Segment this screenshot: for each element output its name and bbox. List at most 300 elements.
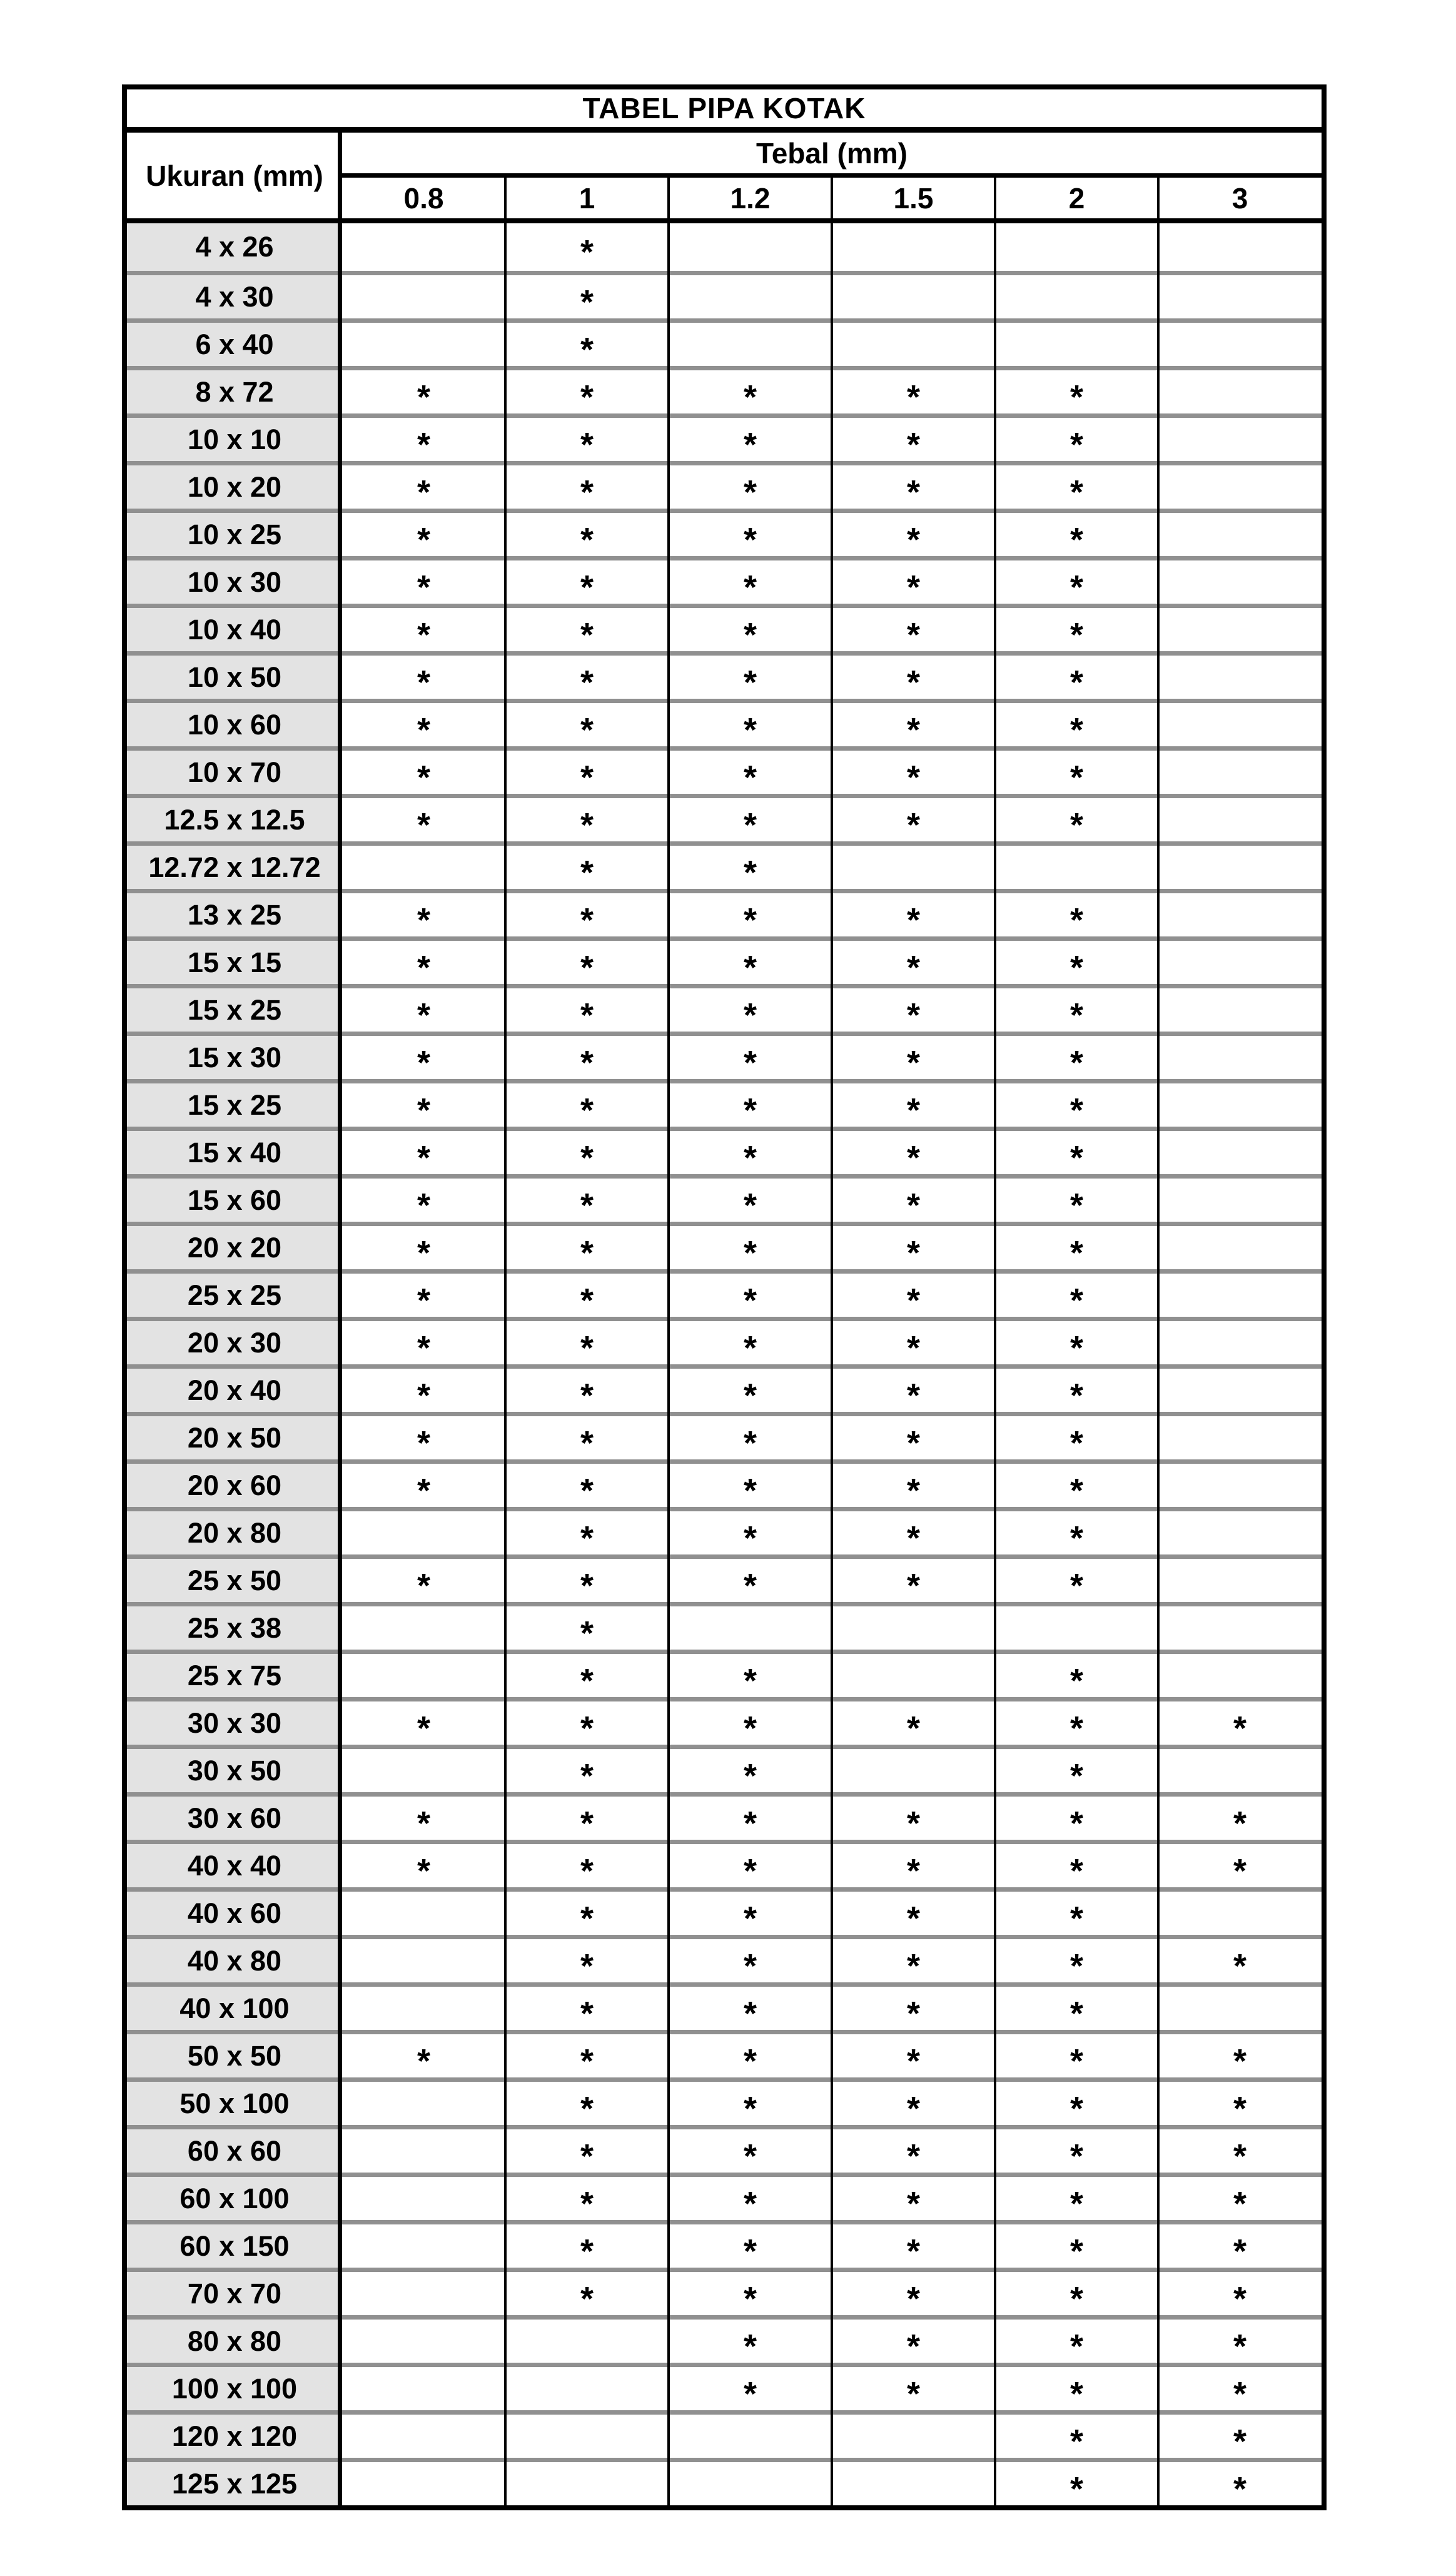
thickness-mark-cell xyxy=(505,418,669,464)
table-row xyxy=(127,1840,1322,1890)
table-row xyxy=(127,1269,1322,1317)
size-label-cell: 15 x 40 xyxy=(127,1131,342,1174)
size-label-cell: 40 x 100 xyxy=(127,1987,342,2030)
thickness-mark-cell xyxy=(832,751,995,794)
thickness-mark-cell xyxy=(669,2082,832,2125)
asterisk-mark: * xyxy=(906,1138,920,1177)
asterisk-mark: * xyxy=(1069,1661,1083,1700)
asterisk-mark: * xyxy=(417,1471,430,1509)
thickness-mark-cell xyxy=(832,2129,995,2173)
asterisk-mark: * xyxy=(743,853,757,891)
thickness-mark-cell xyxy=(505,2415,669,2458)
thickness-mark-cell xyxy=(342,2177,505,2220)
thickness-mark-cell xyxy=(505,1987,669,2030)
thickness-mark-cell xyxy=(832,1844,995,1890)
asterisk-mark: * xyxy=(417,1424,430,1462)
asterisk-mark: * xyxy=(743,1947,757,1985)
size-label-cell: 20 x 50 xyxy=(127,1416,342,1459)
thickness-mark-cell xyxy=(505,323,669,366)
asterisk-mark: * xyxy=(580,1138,594,1177)
thickness-mark-cell xyxy=(995,2082,1158,2125)
thickness-mark-cell xyxy=(1158,608,1322,651)
thickness-mark-cell xyxy=(832,2367,995,2413)
thickness-mark-cell xyxy=(505,893,669,939)
thickness-mark-cell xyxy=(1158,893,1322,936)
table-row xyxy=(127,604,1322,654)
thickness-mark-cell xyxy=(669,1131,832,1177)
table-row xyxy=(127,2458,1322,2508)
thickness-mark-cell xyxy=(1158,1701,1322,1745)
thickness-mark-cell xyxy=(342,1701,505,1745)
thickness-mark-cell xyxy=(669,223,832,271)
asterisk-mark: * xyxy=(1233,2422,1246,2460)
asterisk-mark: * xyxy=(906,1709,920,1747)
size-label-cell: 12.72 x 12.72 xyxy=(127,846,342,889)
asterisk-mark: * xyxy=(906,1566,920,1605)
asterisk-mark: * xyxy=(906,1804,920,1842)
table-row xyxy=(127,1459,1322,1507)
table-row xyxy=(127,1222,1322,1272)
thickness-mark-cell xyxy=(342,1797,505,1840)
table-row xyxy=(127,413,1322,464)
table-row xyxy=(127,1364,1322,1412)
asterisk-mark: * xyxy=(906,1471,920,1509)
thickness-mark-cell xyxy=(342,1844,505,1890)
asterisk-mark: * xyxy=(1233,2042,1246,2080)
asterisk-mark: * xyxy=(743,1376,757,1414)
table-row xyxy=(127,1127,1322,1177)
asterisk-mark: * xyxy=(1069,1043,1083,1082)
thickness-mark-cell xyxy=(1158,703,1322,746)
asterisk-mark: * xyxy=(906,758,920,796)
thickness-mark-cell xyxy=(995,1654,1158,1700)
asterisk-mark: * xyxy=(580,568,594,606)
thickness-mark-cell xyxy=(342,418,505,464)
asterisk-mark: * xyxy=(1233,1852,1246,1890)
thickness-mark-cell xyxy=(505,513,669,559)
size-label-cell: 40 x 60 xyxy=(127,1892,342,1935)
thickness-mark-cell xyxy=(669,2224,832,2268)
thickness-mark-cell xyxy=(669,1559,832,1605)
thickness-mark-cell xyxy=(995,1892,1158,1935)
thickness-mark-cell xyxy=(832,1274,995,1317)
thickness-column-header: 1.5 xyxy=(893,181,934,215)
asterisk-mark: * xyxy=(743,711,757,749)
asterisk-mark: * xyxy=(580,1376,594,1414)
thickness-mark-cell xyxy=(832,893,995,939)
asterisk-mark: * xyxy=(580,233,594,271)
thickness-mark-cell xyxy=(342,1559,505,1605)
asterisk-mark: * xyxy=(1069,1329,1083,1367)
asterisk-mark: * xyxy=(1069,1709,1083,1747)
thickness-mark-cell xyxy=(669,798,832,844)
thickness-mark-cell xyxy=(1158,418,1322,461)
thickness-mark-cell xyxy=(832,608,995,654)
thickness-mark-cell xyxy=(1158,370,1322,413)
thickness-mark-cell xyxy=(669,2272,832,2318)
asterisk-mark: * xyxy=(417,1281,430,1319)
asterisk-mark: * xyxy=(580,520,594,559)
size-column-header: Ukuran (mm) xyxy=(146,159,323,192)
thickness-mark-cell xyxy=(669,1749,832,1795)
thickness-mark-cell xyxy=(832,1749,995,1792)
asterisk-mark: * xyxy=(1069,2137,1083,2175)
asterisk-mark: * xyxy=(1069,711,1083,749)
thickness-mark-cell xyxy=(995,608,1158,654)
asterisk-mark: * xyxy=(1069,1947,1083,1985)
thickness-mark-cell xyxy=(669,1083,832,1127)
asterisk-mark: * xyxy=(1233,1709,1246,1747)
asterisk-mark: * xyxy=(906,1186,920,1224)
thickness-mark-cell xyxy=(832,656,995,699)
asterisk-mark: * xyxy=(580,283,594,321)
thickness-mark-cell xyxy=(505,608,669,654)
thickness-mark-cell xyxy=(1158,1321,1322,1364)
thickness-mark-cell xyxy=(505,2082,669,2125)
size-label-cell: 15 x 15 xyxy=(127,941,342,984)
thickness-mark-cell xyxy=(505,2272,669,2318)
thickness-mark-cell xyxy=(669,465,832,509)
size-label-cell: 10 x 10 xyxy=(127,418,342,461)
asterisk-mark: * xyxy=(906,1234,920,1272)
thickness-mark-cell xyxy=(995,1701,1158,1745)
asterisk-mark: * xyxy=(906,1947,920,1985)
thickness-mark-cell xyxy=(505,2320,669,2363)
thickness-mark-cell xyxy=(342,1892,505,1935)
asterisk-mark: * xyxy=(580,1091,594,1129)
asterisk-mark: * xyxy=(743,1757,757,1795)
size-label-cell: 50 x 50 xyxy=(127,2034,342,2077)
thickness-mark-cell xyxy=(342,1226,505,1272)
asterisk-mark: * xyxy=(743,1043,757,1082)
asterisk-mark: * xyxy=(580,1757,594,1795)
asterisk-mark: * xyxy=(1069,806,1083,844)
thickness-mark-cell xyxy=(1158,2177,1322,2223)
thickness-mark-cell xyxy=(669,1226,832,1272)
size-label-cell: 25 x 50 xyxy=(127,1559,342,1602)
asterisk-mark: * xyxy=(580,425,594,464)
asterisk-mark: * xyxy=(743,520,757,559)
thickness-mark-cell xyxy=(1158,465,1322,509)
asterisk-mark: * xyxy=(743,2279,757,2318)
thickness-mark-cell xyxy=(832,798,995,844)
asterisk-mark: * xyxy=(1069,1471,1083,1509)
thickness-mark-cell xyxy=(669,846,832,889)
thickness-mark-cell xyxy=(832,1083,995,1127)
thickness-mark-cell xyxy=(669,1274,832,1317)
thickness-mark-cell xyxy=(1158,941,1322,984)
asterisk-mark: * xyxy=(580,1424,594,1462)
thickness-mark-cell xyxy=(832,465,995,509)
size-label-cell: 20 x 40 xyxy=(127,1369,342,1412)
asterisk-mark: * xyxy=(743,2375,757,2413)
thickness-mark-cell xyxy=(669,1892,832,1935)
thickness-mark-cell xyxy=(832,1416,995,1462)
thickness-mark-cell xyxy=(1158,1036,1322,1079)
thickness-mark-cell xyxy=(342,2415,505,2458)
thickness-mark-cell xyxy=(995,1844,1158,1890)
thickness-mark-cell xyxy=(342,1511,505,1554)
thickness-mark-cell xyxy=(342,1131,505,1177)
thickness-mark-cell xyxy=(505,988,669,1032)
size-label-cell: 20 x 30 xyxy=(127,1321,342,1364)
asterisk-mark: * xyxy=(580,1471,594,1509)
thickness-mark-cell xyxy=(995,223,1158,271)
asterisk-mark: * xyxy=(580,2184,594,2223)
asterisk-mark: * xyxy=(417,1234,430,1272)
size-label-cell: 6 x 40 xyxy=(127,323,342,366)
thickness-mark-cell xyxy=(342,465,505,509)
thickness-mark-cell xyxy=(505,1606,669,1650)
asterisk-mark: * xyxy=(743,378,757,416)
asterisk-mark: * xyxy=(580,663,594,701)
asterisk-mark: * xyxy=(580,758,594,796)
thickness-mark-cell xyxy=(832,1226,995,1272)
asterisk-mark: * xyxy=(743,1424,757,1462)
asterisk-mark: * xyxy=(906,1281,920,1319)
asterisk-mark: * xyxy=(906,806,920,844)
thickness-mark-cell xyxy=(832,1606,995,1650)
asterisk-mark: * xyxy=(1069,758,1083,796)
thickness-mark-cell xyxy=(1158,1797,1322,1840)
asterisk-mark: * xyxy=(1069,948,1083,986)
thickness-mark-cell xyxy=(342,1606,505,1650)
asterisk-mark: * xyxy=(1069,378,1083,416)
table-row xyxy=(127,2220,1322,2268)
thickness-mark-cell xyxy=(995,941,1158,984)
size-label-cell: 4 x 30 xyxy=(127,275,342,318)
table-row xyxy=(127,2268,1322,2318)
thickness-mark-cell xyxy=(669,418,832,464)
asterisk-mark: * xyxy=(580,1804,594,1842)
thickness-mark-cell xyxy=(669,1701,832,1745)
thickness-mark-cell xyxy=(342,941,505,984)
asterisk-mark: * xyxy=(906,948,920,986)
thickness-mark-cell xyxy=(995,1987,1158,2030)
thickness-mark-cell xyxy=(1158,2462,1322,2508)
thickness-mark-cell xyxy=(832,1036,995,1082)
asterisk-mark: * xyxy=(580,1852,594,1890)
asterisk-mark: * xyxy=(417,758,430,796)
asterisk-mark: * xyxy=(743,996,757,1034)
size-label-cell: 70 x 70 xyxy=(127,2272,342,2315)
table-row xyxy=(127,1602,1322,1650)
asterisk-mark: * xyxy=(580,330,594,368)
asterisk-mark: * xyxy=(1069,520,1083,559)
thickness-mark-cell xyxy=(342,2129,505,2173)
thickness-mark-cell xyxy=(1158,1226,1322,1269)
thickness-mark-cell xyxy=(505,798,669,844)
thickness-mark-cell xyxy=(342,1036,505,1082)
size-label-cell: 120 x 120 xyxy=(127,2415,342,2458)
asterisk-mark: * xyxy=(580,2137,594,2175)
thickness-mark-cell xyxy=(342,513,505,559)
asterisk-mark: * xyxy=(580,1043,594,1082)
asterisk-mark: * xyxy=(1069,1899,1083,1937)
thickness-mark-cell xyxy=(342,323,505,366)
table-row xyxy=(127,1554,1322,1605)
asterisk-mark: * xyxy=(417,1804,430,1842)
table-row xyxy=(127,1792,1322,1840)
asterisk-mark: * xyxy=(906,1994,920,2032)
asterisk-mark: * xyxy=(1069,1376,1083,1414)
asterisk-mark: * xyxy=(743,1709,757,1747)
thickness-mark-cell xyxy=(1158,2415,1322,2458)
thickness-mark-cell xyxy=(505,1464,669,1507)
thickness-mark-cell xyxy=(995,1179,1158,1222)
thickness-mark-cell xyxy=(342,1654,505,1697)
thickness-mark-cell xyxy=(342,703,505,749)
table-row xyxy=(127,1079,1322,1127)
thickness-mark-cell xyxy=(505,1749,669,1795)
asterisk-mark: * xyxy=(906,2327,920,2365)
asterisk-mark: * xyxy=(743,1566,757,1605)
thickness-mark-cell xyxy=(342,1083,505,1127)
thickness-mark-cell xyxy=(669,1987,832,2030)
thickness-mark-cell xyxy=(669,1464,832,1507)
thickness-mark-cell xyxy=(342,608,505,654)
thickness-mark-cell xyxy=(1158,1511,1322,1554)
thickness-mark-cell xyxy=(505,1369,669,1412)
thickness-mark-cell xyxy=(995,370,1158,416)
thickness-mark-cell xyxy=(669,703,832,749)
column-divider xyxy=(1157,178,1160,2505)
thickness-mark-cell xyxy=(995,1226,1158,1272)
thickness-mark-cell xyxy=(995,1036,1158,1082)
thickness-mark-cell xyxy=(505,2462,669,2505)
asterisk-mark: * xyxy=(1069,2089,1083,2127)
thickness-mark-cell xyxy=(832,1654,995,1697)
thickness-mark-cell xyxy=(505,2224,669,2268)
asterisk-mark: * xyxy=(417,1091,430,1129)
thickness-mark-cell xyxy=(505,2034,669,2080)
asterisk-mark: * xyxy=(906,520,920,559)
table-row xyxy=(127,2173,1322,2223)
thickness-mark-cell xyxy=(342,1464,505,1507)
thickness-column-header: 1.2 xyxy=(730,181,771,215)
asterisk-mark: * xyxy=(1233,2232,1246,2270)
asterisk-mark: * xyxy=(743,1091,757,1129)
thickness-mark-cell xyxy=(1158,2320,1322,2363)
asterisk-mark: * xyxy=(1069,425,1083,464)
asterisk-mark: * xyxy=(1069,1804,1083,1842)
size-label-cell: 40 x 40 xyxy=(127,1844,342,1887)
asterisk-mark: * xyxy=(1233,2327,1246,2365)
thickness-mark-cell xyxy=(1158,1464,1322,1507)
asterisk-mark: * xyxy=(417,1138,430,1177)
table-row xyxy=(127,1317,1322,1367)
table-row xyxy=(127,1174,1322,1222)
asterisk-mark: * xyxy=(1069,2232,1083,2270)
thickness-mark-cell xyxy=(342,2272,505,2315)
table-row xyxy=(127,1412,1322,1462)
thickness-mark-cell xyxy=(505,2367,669,2410)
asterisk-mark: * xyxy=(417,568,430,606)
asterisk-mark: * xyxy=(417,711,430,749)
size-label-cell: 4 x 26 xyxy=(127,223,342,271)
thickness-mark-cell xyxy=(505,941,669,984)
asterisk-mark: * xyxy=(906,1043,920,1082)
asterisk-mark: * xyxy=(743,1186,757,1224)
table-row xyxy=(127,318,1322,366)
asterisk-mark: * xyxy=(1069,1994,1083,2032)
thickness-mark-cell xyxy=(1158,2272,1322,2318)
table-row xyxy=(127,746,1322,794)
table-row xyxy=(127,651,1322,699)
thickness-mark-cell xyxy=(669,370,832,416)
asterisk-mark: * xyxy=(1069,473,1083,511)
thickness-mark-cell xyxy=(995,1369,1158,1412)
size-label-cell: 60 x 60 xyxy=(127,2129,342,2173)
asterisk-mark: * xyxy=(906,1376,920,1414)
thickness-mark-cell xyxy=(669,656,832,699)
thickness-mark-cell xyxy=(995,2034,1158,2080)
thickness-mark-cell xyxy=(832,2224,995,2268)
thickness-mark-cell xyxy=(342,798,505,844)
thickness-mark-cell xyxy=(1158,275,1322,318)
table-row xyxy=(127,1650,1322,1700)
thickness-mark-cell xyxy=(342,1939,505,1982)
thickness-mark-cell xyxy=(669,275,832,318)
thickness-mark-cell xyxy=(832,2082,995,2125)
asterisk-mark: * xyxy=(417,473,430,511)
table-row xyxy=(127,509,1322,559)
thickness-mark-cell xyxy=(342,1416,505,1462)
asterisk-mark: * xyxy=(906,996,920,1034)
thickness-mark-cell xyxy=(1158,2224,1322,2268)
asterisk-mark: * xyxy=(743,758,757,796)
asterisk-mark: * xyxy=(1069,996,1083,1034)
size-label-cell: 10 x 25 xyxy=(127,513,342,556)
asterisk-mark: * xyxy=(743,2042,757,2080)
asterisk-mark: * xyxy=(743,901,757,939)
thickness-mark-cell xyxy=(995,1939,1158,1985)
table-title: TABEL PIPA KOTAK xyxy=(127,89,1322,133)
thickness-mark-cell xyxy=(1158,846,1322,889)
thickness-mark-cell xyxy=(832,370,995,416)
asterisk-mark: * xyxy=(906,1852,920,1890)
table-row xyxy=(127,2125,1322,2173)
asterisk-mark: * xyxy=(580,2232,594,2270)
size-label-cell: 10 x 20 xyxy=(127,465,342,509)
asterisk-mark: * xyxy=(417,1566,430,1605)
thickness-mark-cell xyxy=(832,1179,995,1222)
size-label-cell: 15 x 60 xyxy=(127,1179,342,1222)
asterisk-mark: * xyxy=(417,1186,430,1224)
thickness-mark-cell xyxy=(832,1559,995,1605)
asterisk-mark: * xyxy=(580,1614,594,1652)
asterisk-mark: * xyxy=(906,901,920,939)
thickness-mark-cell xyxy=(995,2462,1158,2508)
asterisk-mark: * xyxy=(906,2375,920,2413)
asterisk-mark: * xyxy=(743,806,757,844)
table-row xyxy=(127,889,1322,939)
thickness-mark-cell xyxy=(1158,1844,1322,1890)
thickness-mark-cell xyxy=(505,1511,669,1557)
thickness-mark-cell xyxy=(995,1797,1158,1840)
thickness-mark-cell xyxy=(342,1369,505,1412)
thickness-mark-cell xyxy=(995,1083,1158,1127)
size-label-cell: 10 x 40 xyxy=(127,608,342,651)
asterisk-mark: * xyxy=(906,425,920,464)
asterisk-mark: * xyxy=(1069,1566,1083,1605)
size-label-cell: 10 x 70 xyxy=(127,751,342,794)
asterisk-mark: * xyxy=(906,473,920,511)
asterisk-mark: * xyxy=(1069,1757,1083,1795)
asterisk-mark: * xyxy=(743,1661,757,1700)
thickness-mark-cell xyxy=(505,465,669,509)
thickness-mark-cell xyxy=(995,1511,1158,1557)
